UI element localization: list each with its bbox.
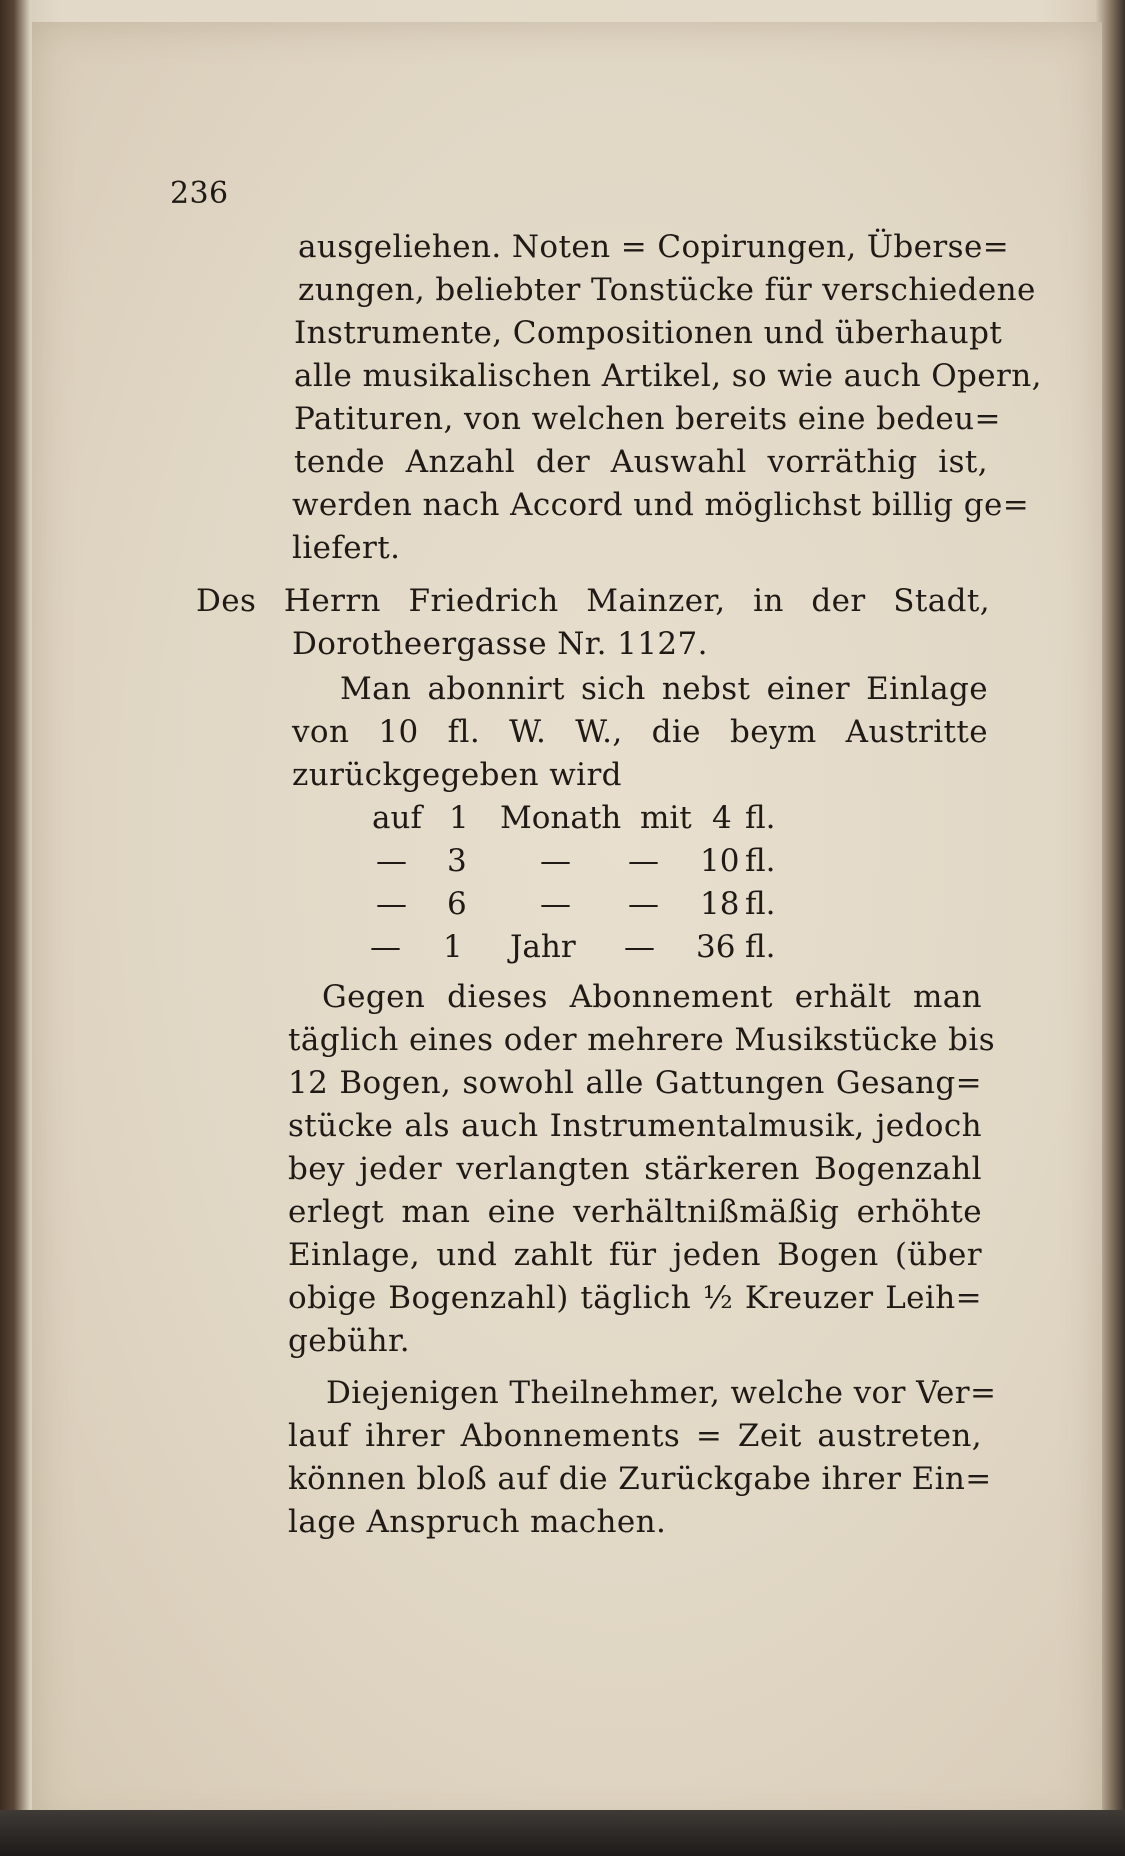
fee-prefix: — — [370, 929, 401, 965]
fee-separator: — — [624, 929, 655, 965]
fee-amount: 18 — [700, 886, 740, 922]
text-line: von 10 fl. W. W., die beym Austritte — [292, 714, 988, 750]
fee-row — [0, 800, 1125, 843]
text-line: Gegen dieses Abonnement erhält man — [322, 979, 982, 1015]
text-line: 12 Bogen, sowohl alle Gattungen Gesang= — [288, 1065, 982, 1101]
fee-count: 6 — [447, 886, 467, 922]
text-line: zurückgegeben wird — [292, 757, 622, 793]
fee-prefix: auf — [372, 800, 422, 836]
text-line: Einlage, und zahlt für jeden Bogen (über — [288, 1237, 982, 1273]
fee-count: 1 — [449, 800, 469, 836]
text-line: täglich eines oder mehrere Musikstücke bis — [288, 1022, 996, 1058]
fee-count: 3 — [447, 843, 467, 879]
text-line: bey jeder verlangten stärkeren Bogenzahl — [288, 1151, 982, 1187]
text-line: liefert. — [292, 530, 401, 566]
text-line: werden nach Accord und möglichst billig ge= — [292, 487, 1030, 523]
fee-row — [0, 843, 1125, 886]
page-number: 236 — [170, 176, 229, 211]
fee-unit: — — [540, 886, 571, 922]
fee-amount: 36 — [696, 929, 736, 965]
text-line: tende Anzahl der Auswahl vorräthig ist, — [294, 444, 988, 480]
text-line: zungen, beliebter Tonstücke für verschiedene — [298, 272, 1036, 308]
text-line: obige Bogenzahl) täglich ½ Kreuzer Leih= — [288, 1280, 982, 1316]
text-line: Patituren, von welchen bereits eine bedeu= — [294, 401, 1001, 437]
text-line: lauf ihrer Abonnements = Zeit austreten, — [288, 1418, 982, 1454]
fee-separator: — — [628, 886, 659, 922]
fee-unit: Jahr — [510, 929, 576, 965]
fee-separator: mit — [640, 800, 692, 836]
text-line: stücke als auch Instrumentalmusik, jedoch — [288, 1108, 982, 1144]
fee-currency: fl. — [745, 929, 776, 965]
text-line: können bloß auf die Zurückgabe ihrer Ein= — [288, 1461, 992, 1497]
fee-row — [0, 929, 1125, 972]
text-line: alle musikalischen Artikel, so wie auch Opern, — [294, 358, 1042, 394]
fee-prefix: — — [376, 886, 407, 922]
fee-currency: fl. — [745, 843, 776, 879]
fee-prefix: — — [376, 843, 407, 879]
fee-unit: Monath — [500, 800, 622, 836]
fee-currency: fl. — [745, 886, 776, 922]
entry-heading: Des Herrn Friedrich Mainzer, in der Stadt, — [196, 583, 990, 619]
text-line: Instrumente, Compositionen und überhaupt — [294, 315, 1003, 351]
scan-bottom-edge — [0, 1810, 1125, 1856]
text-line: Diejenigen Theilnehmer, welche vor Ver= — [326, 1375, 997, 1411]
fee-row — [0, 886, 1125, 929]
text-line: lage Anspruch machen. — [288, 1504, 667, 1540]
fee-separator: — — [628, 843, 659, 879]
text-line: ausgeliehen. Noten = Copirungen, Überse= — [298, 229, 1010, 265]
text-line: erlegt man eine verhältnißmäßig erhöhte — [288, 1194, 982, 1230]
fee-count: 1 — [443, 929, 463, 965]
entry-address: Dorotheergasse Nr. 1127. — [292, 626, 708, 662]
fee-unit: — — [540, 843, 571, 879]
fee-amount: 10 — [700, 843, 740, 879]
fee-currency: fl. — [745, 800, 776, 836]
text-line: gebühr. — [288, 1323, 411, 1359]
text-line: Man abonnirt sich nebst einer Einlage — [340, 671, 988, 707]
fee-amount: 4 — [712, 800, 732, 836]
